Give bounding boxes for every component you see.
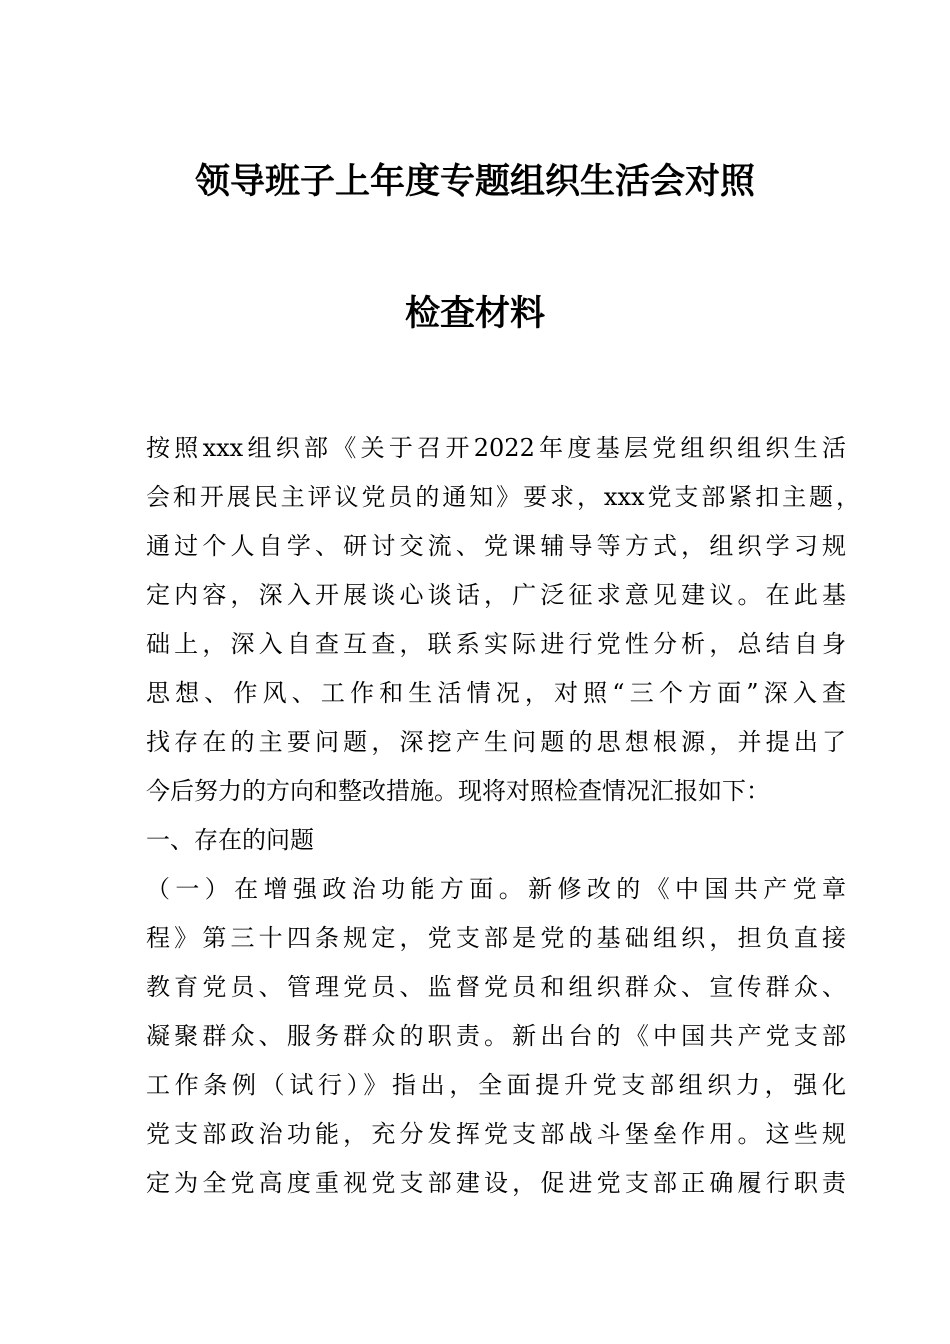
body-line-3: 通过个人自学、研讨交流、党课辅导等方式，组织学习规 <box>146 532 846 560</box>
document-title-line-2: 检查材料 <box>404 294 545 334</box>
body-line-16: 定为全党高度重视党支部建设，促进党支部正确履行职责 <box>146 1169 846 1197</box>
body-line-10: （一）在增强政治功能方面。新修改的《中国共产党章 <box>146 875 846 903</box>
body-line-1: 按照xxx组织部《关于召开2022年度基层党组织组织生活 <box>146 434 846 462</box>
body-line-8: 今后努力的方向和整改措施。现将对照检查情况汇报如下： <box>146 777 770 805</box>
document-title-line-1: 领导班子上年度专题组织生活会对照 <box>194 162 755 202</box>
section-heading-problems: 一、存在的问题 <box>146 826 314 854</box>
body-line-4: 定内容，深入开展谈心谈话，广泛征求意见建议。在此基 <box>146 581 846 609</box>
body-line-14: 工作条例（试行）》指出，全面提升党支部组织力，强化 <box>146 1071 846 1099</box>
body-line-12: 教育党员、管理党员、监督党员和组织群众、宣传群众、 <box>146 973 846 1001</box>
body-line-7: 找存在的主要问题，深挖产生问题的思想根源，并提出了 <box>146 728 846 756</box>
body-line-2: 会和开展民主评议党员的通知》要求，xxx党支部紧扣主题， <box>146 483 860 511</box>
document-body <box>146 424 860 1208</box>
body-line-6: 思想、作风、工作和生活情况，对照“三个方面”深入查 <box>146 679 846 707</box>
body-line-15: 党支部政治功能，充分发挥党支部战斗堡垒作用。这些规 <box>146 1120 846 1148</box>
body-line-5: 础上，深入自查互查，联系实际进行党性分析，总结自身 <box>146 630 846 658</box>
body-line-13: 凝聚群众、服务群众的职责。新出台的《中国共产党支部 <box>146 1022 846 1050</box>
body-line-11: 程》第三十四条规定，党支部是党的基础组织，担负直接 <box>146 924 846 952</box>
